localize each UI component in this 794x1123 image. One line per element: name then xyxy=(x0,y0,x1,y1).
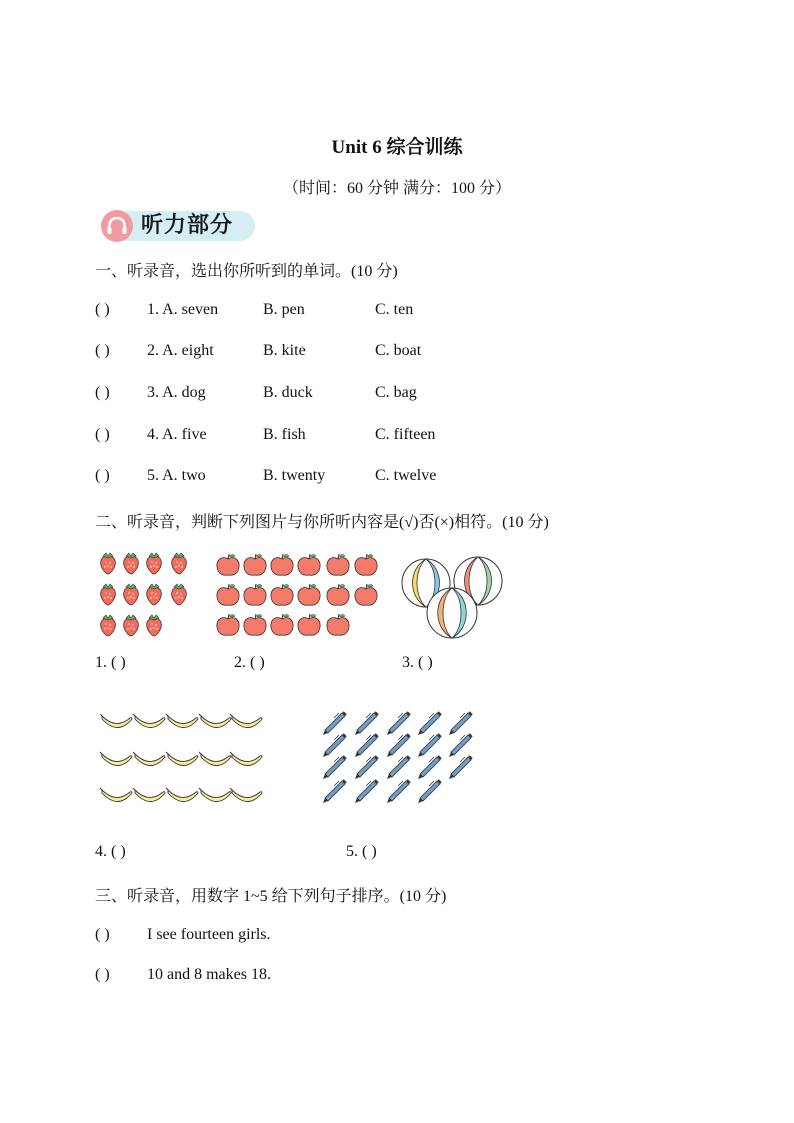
strawberry-icon xyxy=(172,553,187,574)
answer-blank[interactable]: ( ) xyxy=(95,426,110,443)
answer-blank[interactable]: ( ) xyxy=(95,384,110,401)
pen-icon xyxy=(323,712,346,735)
strawberry-icon xyxy=(124,553,139,574)
banana-icon xyxy=(199,714,231,728)
apple-icon xyxy=(298,584,320,605)
apple-icon xyxy=(244,614,266,635)
apples-picture xyxy=(214,550,384,640)
strawberry-icon xyxy=(147,553,162,574)
picture-answer-4[interactable]: 4. ( ) xyxy=(95,843,126,860)
strawberry-icon xyxy=(124,584,139,605)
apple-icon xyxy=(298,614,320,635)
answer-blank[interactable]: ( ) xyxy=(95,301,110,318)
pen-icon xyxy=(418,756,441,779)
option-c: C. boat xyxy=(375,342,422,359)
banana-icon xyxy=(199,788,231,802)
pen-icon xyxy=(418,780,441,803)
apple-icon xyxy=(244,554,266,575)
apple-icon xyxy=(217,584,239,605)
strawberry-icon xyxy=(147,615,162,636)
apple-icon xyxy=(244,584,266,605)
question-row xyxy=(95,342,695,364)
pen-icon xyxy=(355,734,378,757)
option-a: 1. A. seven xyxy=(147,301,219,318)
apple-icon xyxy=(327,584,349,605)
option-a: 5. A. two xyxy=(147,467,206,484)
question-row xyxy=(95,301,695,323)
banana-icon xyxy=(199,752,231,766)
picture-answer-5[interactable]: 5. ( ) xyxy=(346,843,377,860)
headphones-icon xyxy=(99,208,135,244)
apple-icon xyxy=(327,554,349,575)
pen-icon xyxy=(355,756,378,779)
exam-info: （时间：60 分钟 满分：100 分） xyxy=(282,180,511,197)
strawberry-icon xyxy=(101,553,116,574)
picture-answer-3[interactable]: 3. ( ) xyxy=(402,654,433,671)
option-a: 3. A. dog xyxy=(147,384,206,401)
section1-heading: 一、听录音，选出你所听到的单词。(10 分) xyxy=(95,263,398,280)
beach-balls-picture xyxy=(400,553,508,641)
pen-icon xyxy=(387,712,410,735)
banana-icon xyxy=(230,752,262,766)
beach-ball-icon xyxy=(427,588,477,638)
option-b: B. kite xyxy=(263,342,306,359)
apple-icon xyxy=(327,614,349,635)
banana-icon xyxy=(166,788,198,802)
order-blank[interactable]: ( ) xyxy=(95,966,110,983)
page-title: Unit 6 综合训练 xyxy=(331,137,463,158)
pen-icon xyxy=(449,712,472,735)
banana-icon xyxy=(166,714,198,728)
apple-icon xyxy=(271,584,293,605)
pen-icon xyxy=(418,734,441,757)
listening-section-banner xyxy=(99,208,259,244)
sentence-row xyxy=(95,926,695,948)
bananas-picture xyxy=(98,708,266,810)
banana-icon xyxy=(100,752,132,766)
sentence-text: 10 and 8 makes 18. xyxy=(147,966,271,983)
pen-icon xyxy=(323,734,346,757)
banana-icon xyxy=(230,714,262,728)
pen-icon xyxy=(449,734,472,757)
banana-icon xyxy=(100,788,132,802)
option-c: C. bag xyxy=(375,384,417,401)
option-b: B. twenty xyxy=(263,467,326,484)
banana-icon xyxy=(230,788,262,802)
option-a: 4. A. five xyxy=(147,426,207,443)
pen-icon xyxy=(355,780,378,803)
strawberry-icon xyxy=(172,584,187,605)
apple-icon xyxy=(271,554,293,575)
apple-icon xyxy=(217,614,239,635)
option-c: C. twelve xyxy=(375,467,437,484)
banana-icon xyxy=(133,752,165,766)
picture-answer-2[interactable]: 2. ( ) xyxy=(234,654,265,671)
pen-icon xyxy=(387,734,410,757)
question-row xyxy=(95,384,695,406)
question-row xyxy=(95,426,695,448)
apple-icon xyxy=(271,614,293,635)
apple-icon xyxy=(355,554,377,575)
apple-icon xyxy=(355,584,377,605)
option-a: 2. A. eight xyxy=(147,342,214,359)
strawberry-icon xyxy=(101,615,116,636)
option-c: C. ten xyxy=(375,301,414,318)
option-b: B. fish xyxy=(263,426,306,443)
pen-icon xyxy=(387,756,410,779)
section2-heading: 二、听录音，判断下列图片与你所听内容是(√)否(×)相符。(10 分) xyxy=(95,514,549,531)
sentence-row xyxy=(95,966,695,988)
option-c: C. fifteen xyxy=(375,426,436,443)
apple-icon xyxy=(217,554,239,575)
apple-icon xyxy=(298,554,320,575)
option-b: B. pen xyxy=(263,301,305,318)
strawberry-icon xyxy=(147,584,162,605)
pen-icon xyxy=(323,756,346,779)
banana-icon xyxy=(133,788,165,802)
pen-icon xyxy=(355,712,378,735)
question-row xyxy=(95,467,695,489)
order-blank[interactable]: ( ) xyxy=(95,926,110,943)
banana-icon xyxy=(166,752,198,766)
strawberry-icon xyxy=(124,615,139,636)
pen-icon xyxy=(323,780,346,803)
strawberries-picture xyxy=(96,548,196,640)
strawberry-icon xyxy=(101,584,116,605)
banana-icon xyxy=(133,714,165,728)
picture-answer-1[interactable]: 1. ( ) xyxy=(95,654,126,671)
answer-blank[interactable]: ( ) xyxy=(95,467,110,484)
banner-label: 听力部分 xyxy=(141,213,234,238)
pens-picture xyxy=(318,708,478,810)
banana-icon xyxy=(100,714,132,728)
pen-icon xyxy=(449,756,472,779)
pen-icon xyxy=(387,780,410,803)
section3-heading: 三、听录音，用数字 1~5 给下列句子排序。(10 分) xyxy=(95,888,447,905)
answer-blank[interactable]: ( ) xyxy=(95,342,110,359)
pen-icon xyxy=(418,712,441,735)
option-b: B. duck xyxy=(263,384,313,401)
sentence-text: I see fourteen girls. xyxy=(147,926,271,943)
